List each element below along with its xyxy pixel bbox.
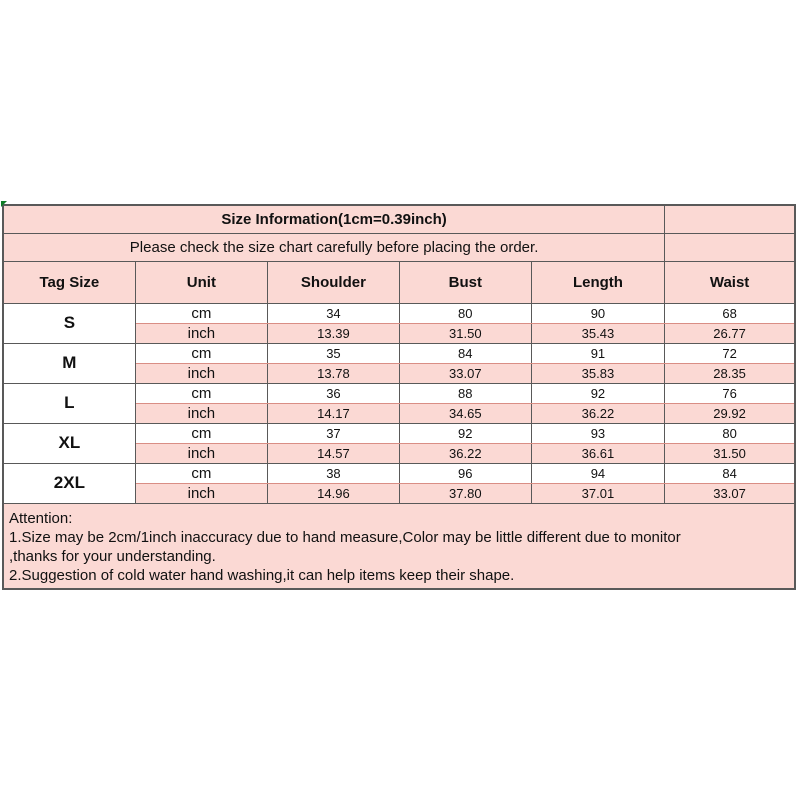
unit-cm-l: cm (135, 383, 267, 403)
value-s-inch-2: 35.43 (531, 323, 664, 343)
value-s-cm-1: 80 (399, 303, 531, 323)
value-m-inch-3: 28.35 (665, 363, 795, 383)
value-l-cm-0: 36 (268, 383, 400, 403)
value-l-cm-3: 76 (665, 383, 795, 403)
value-m-inch-2: 35.83 (531, 363, 664, 383)
value-l-inch-0: 14.17 (268, 403, 400, 423)
table-title: Size Information(1cm=0.39inch) (3, 205, 665, 233)
value-2xl-inch-1: 37.80 (399, 483, 531, 503)
unit-cm-2xl: cm (135, 463, 267, 483)
unit-inch-m: inch (135, 363, 267, 383)
unit-inch-l: inch (135, 403, 267, 423)
col-header-bust: Bust (399, 261, 531, 303)
subtitle-row-empty-cell (665, 233, 795, 261)
value-m-cm-0: 35 (268, 343, 400, 363)
value-m-cm-1: 84 (399, 343, 531, 363)
size-table-container (2, 204, 796, 590)
col-header-length: Length (531, 261, 664, 303)
value-s-inch-3: 26.77 (665, 323, 795, 343)
value-s-inch-0: 13.39 (268, 323, 400, 343)
unit-cm-m: cm (135, 343, 267, 363)
column-header-row (3, 261, 795, 303)
value-s-cm-0: 34 (268, 303, 400, 323)
value-2xl-cm-0: 38 (268, 463, 400, 483)
value-xl-cm-1: 92 (399, 423, 531, 443)
unit-cm-s: cm (135, 303, 267, 323)
tag-size-xl: XL (3, 423, 135, 463)
value-xl-inch-0: 14.57 (268, 443, 400, 463)
tag-size-m: M (3, 343, 135, 383)
unit-inch-2xl: inch (135, 483, 267, 503)
value-2xl-inch-3: 33.07 (665, 483, 795, 503)
tag-size-l: L (3, 383, 135, 423)
size-row-xl-cm (3, 423, 795, 443)
unit-inch-xl: inch (135, 443, 267, 463)
size-row-m-cm (3, 343, 795, 363)
value-xl-inch-2: 36.61 (531, 443, 664, 463)
attention-note (3, 503, 795, 589)
attention-line: 1.Size may be 2cm/1inch inaccuracy due to hand measure,Color may be little different due to monitor (9, 528, 681, 546)
value-2xl-cm-3: 84 (665, 463, 795, 483)
size-table-body (3, 303, 795, 503)
value-m-inch-1: 33.07 (399, 363, 531, 383)
value-l-cm-1: 88 (399, 383, 531, 403)
value-l-inch-1: 34.65 (399, 403, 531, 423)
value-m-inch-0: 13.78 (268, 363, 400, 383)
value-s-cm-3: 68 (665, 303, 795, 323)
value-l-cm-2: 92 (531, 383, 664, 403)
tag-size-s: S (3, 303, 135, 343)
value-m-cm-3: 72 (665, 343, 795, 363)
unit-cm-xl: cm (135, 423, 267, 443)
col-header-tag-size: Tag Size (3, 261, 135, 303)
title-row (3, 205, 795, 233)
value-2xl-inch-2: 37.01 (531, 483, 664, 503)
value-xl-cm-3: 80 (665, 423, 795, 443)
size-row-2xl-cm (3, 463, 795, 483)
subtitle-row (3, 233, 795, 261)
col-header-waist: Waist (665, 261, 795, 303)
attention-line: ,thanks for your understanding. (9, 547, 216, 565)
attention-row (3, 503, 795, 589)
value-xl-inch-1: 36.22 (399, 443, 531, 463)
value-s-inch-1: 31.50 (399, 323, 531, 343)
value-xl-inch-3: 31.50 (665, 443, 795, 463)
value-xl-cm-2: 93 (531, 423, 664, 443)
size-row-l-cm (3, 383, 795, 403)
value-xl-cm-0: 37 (268, 423, 400, 443)
col-header-unit: Unit (135, 261, 267, 303)
size-table (2, 204, 796, 590)
value-2xl-inch-0: 14.96 (268, 483, 400, 503)
value-m-cm-2: 91 (531, 343, 664, 363)
value-s-cm-2: 90 (531, 303, 664, 323)
value-l-inch-2: 36.22 (531, 403, 664, 423)
size-row-s-cm (3, 303, 795, 323)
value-2xl-cm-2: 94 (531, 463, 664, 483)
attention-line: 2.Suggestion of cold water hand washing,it can help items keep their shape. (9, 566, 515, 584)
unit-inch-s: inch (135, 323, 267, 343)
cell-flag-triangle-icon (1, 201, 7, 207)
title-row-empty-cell (665, 205, 795, 233)
tag-size-2xl: 2XL (3, 463, 135, 503)
table-subtitle: Please check the size chart carefully before placing the order. (3, 233, 665, 261)
value-2xl-cm-1: 96 (399, 463, 531, 483)
col-header-shoulder: Shoulder (268, 261, 400, 303)
attention-line: Attention: (9, 509, 73, 527)
value-l-inch-3: 29.92 (665, 403, 795, 423)
